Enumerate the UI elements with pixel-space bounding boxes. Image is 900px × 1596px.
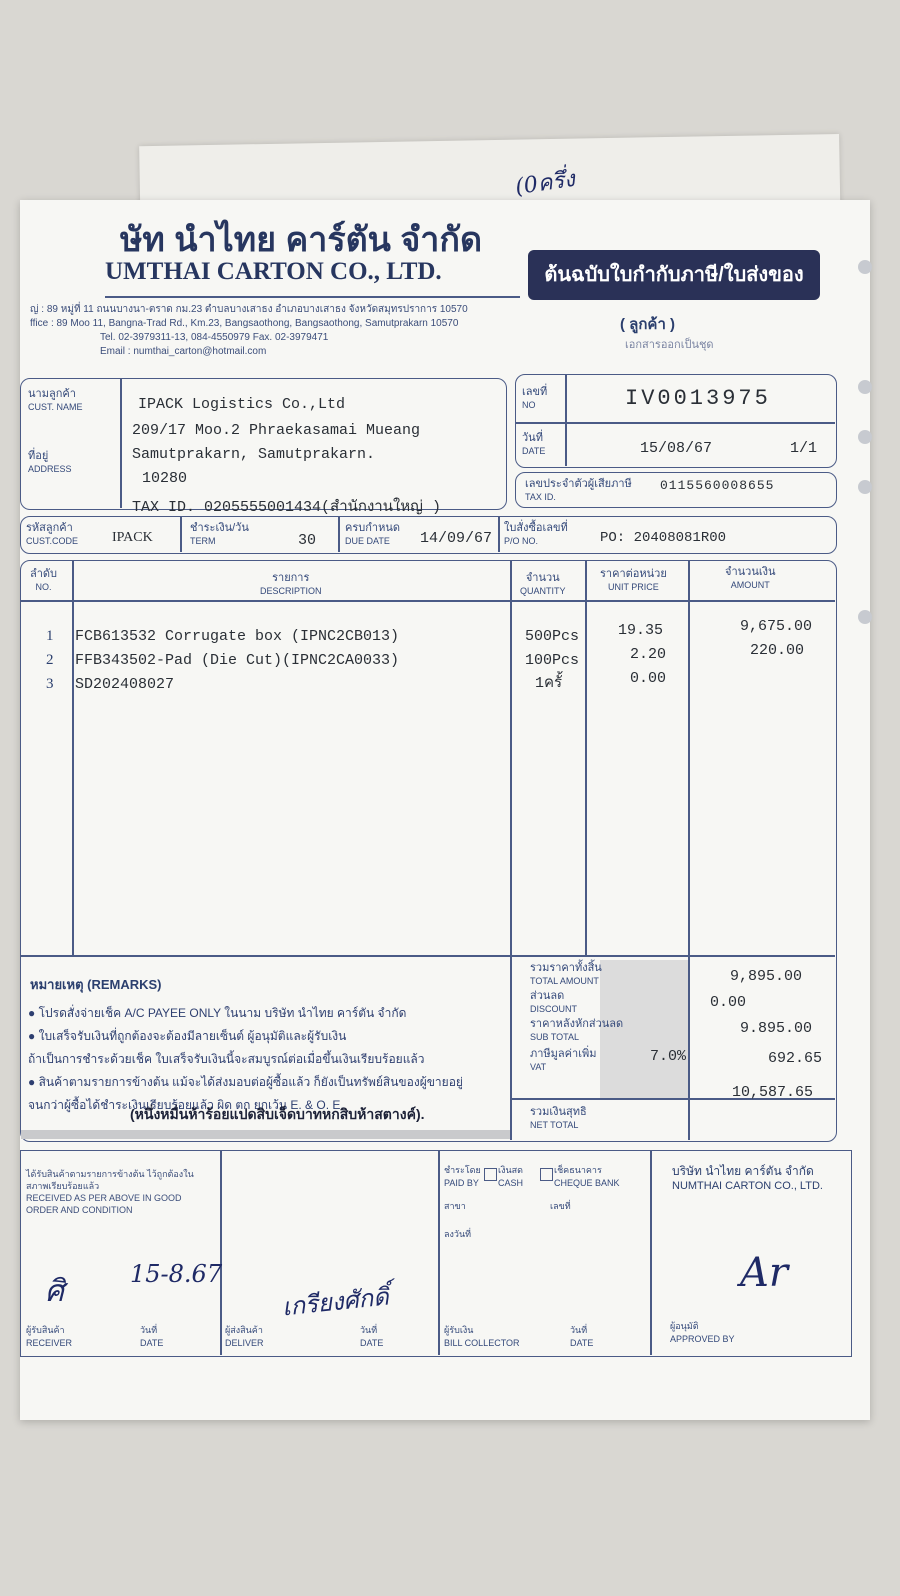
footer-company-thai: บริษัท นำไทย คาร์ตัน จำกัด: [672, 1164, 814, 1178]
set-note: เอกสารออกเป็นชุด: [625, 339, 714, 351]
customer-address-line2: Samutprakarn, Samutprakarn.: [132, 446, 376, 463]
approved-by-label: ผู้อนุมัติ APPROVED BY: [670, 1321, 735, 1344]
row-no: 2: [46, 652, 54, 668]
customer-name: IPACK Logistics Co.,Ltd: [138, 396, 346, 413]
company-name-thai: ษัท นำไทย คาร์ตัน จำกัด: [120, 221, 483, 259]
total-amount: 9,895.00: [730, 968, 803, 985]
header-unit-price: ราคาต่อหน่วย UNIT PRICE: [600, 568, 667, 592]
row-amount: 220.00: [750, 642, 805, 659]
seller-tax-id: 0115560008655: [660, 478, 775, 493]
signature-divider: [438, 1150, 440, 1355]
terms-divider: [338, 516, 340, 552]
header-quantity: จำนวน QUANTITY: [520, 572, 566, 596]
cust-code: IPACK: [112, 530, 153, 545]
row-quantity: 1ครั้: [535, 675, 563, 692]
customer-address-line3: 10280: [142, 470, 188, 487]
customer-address-label: ที่อยู่ ADDRESS: [28, 450, 72, 474]
vat-rate: 7.0%: [650, 1048, 687, 1065]
handwritten-note-top: (0ครึ่ง: [513, 166, 577, 201]
received-statement: ได้รับสินค้าตามรายการข้างต้น ไว้ถูกต้องในสภาพเรียบร้อยแล้ว RECEIVED AS PER ABOVE IN GOOD ORDER AND CONDITION: [26, 1169, 194, 1215]
customer-tax-id: TAX ID. 0205555001434(สำนักงานใหญ่ ): [132, 499, 441, 516]
signature-divider: [650, 1150, 652, 1355]
cheque-date-label: ลงวันที่: [444, 1229, 472, 1239]
punch-hole: [858, 610, 872, 624]
cash-checkbox[interactable]: [484, 1168, 497, 1181]
cheque-label: เช็คธนาคาร CHEQUE BANK: [554, 1165, 620, 1188]
header-no: ลำดับ NO.: [30, 568, 58, 592]
punch-hole: [858, 480, 872, 494]
remark-line: ● สินค้าตามรายการข้างต้น แม้จะได้ส่งมอบต่อผู้ซื้อแล้ว ก็ยังเป็นทรัพย์สินของผู้ขายอยู่: [28, 1075, 463, 1089]
table-col-line: [72, 560, 74, 955]
receiver-label: ผู้รับสินค้า RECEIVER: [26, 1325, 73, 1348]
deliver-date-label: วันที่ DATE: [360, 1325, 384, 1348]
remarks-title: หมายเหตุ (REMARKS): [30, 977, 162, 992]
po-label: ใบสั่งซื้อเลขที่ P/O NO.: [504, 522, 568, 546]
copy-label: ( ลูกค้า ): [620, 316, 676, 333]
punch-hole: [858, 380, 872, 394]
cust-code-label: รหัสลูกค้า CUST.CODE: [26, 522, 79, 546]
discount-amount: 0.00: [710, 994, 747, 1011]
customer-divider: [120, 378, 122, 508]
page-number: 1/1: [790, 440, 818, 457]
punch-hole: [858, 260, 872, 274]
amount-in-words: (หนึ่งหมื่นห้าร้อยแปดสิบเจ็ดบาทหกสิบห้าสตางค์).: [130, 1106, 425, 1122]
remarks-shade: [21, 1130, 510, 1139]
row-description: FCB613532 Corrugate box (IPNC2CB013): [75, 628, 400, 645]
approver-signature: Ar: [740, 1250, 789, 1296]
net-total-amount: 10,587.65: [732, 1084, 814, 1101]
header-divider: [105, 296, 520, 298]
company-address-english: ffice : 89 Moo 11, Bangna-Trad Rd., Km.23, Bangsaothong, Bangsaothong, Samutprakarn 10570: [30, 318, 459, 329]
punch-hole: [858, 430, 872, 444]
total-label: รวมราคาทั้งสิ้น TOTAL AMOUNT: [530, 962, 602, 986]
terms-divider: [498, 516, 500, 552]
row-no: 3: [46, 676, 54, 692]
due-date: 14/09/67: [420, 530, 493, 547]
company-name-english: UMTHAI CARTON CO., LTD.: [105, 258, 442, 285]
invoice-date-label: วันที่ DATE: [522, 432, 546, 456]
table-bottom-line: [20, 955, 835, 957]
invoice-sheet: [20, 200, 870, 1420]
invoice-box-hline: [515, 422, 835, 424]
customer-address-line1: 209/17 Moo.2 Phraekasamai Mueang: [132, 422, 421, 439]
seller-tax-id-label: เลขประจำตัวผู้เสียภาษี TAX ID.: [525, 478, 632, 502]
subtotal-label: ราคาหลังหักส่วนลด SUB TOTAL: [530, 1018, 624, 1042]
invoice-no-label: เลขที่ NO: [522, 386, 548, 410]
row-no: 1: [46, 628, 54, 644]
row-quantity: 100Pcs: [525, 652, 580, 669]
deliver-label: ผู้ส่งสินค้า DELIVER: [225, 1325, 264, 1348]
receive-date-handwritten: 15-8.67: [130, 1260, 223, 1288]
deliver-signature: เกรียงศักดิ์: [280, 1282, 390, 1322]
company-address-thai: ญ่ : 89 หมู่ที่ 11 ถนนบางนา-ตราด กม.23 ตำบลบางเสาธง อำเภอบางเสาธง จังหวัดสมุทรปราการ 10570: [30, 304, 468, 315]
receiver-signature: ศิ: [45, 1274, 65, 1309]
header-description: รายการ DESCRIPTION: [260, 572, 322, 596]
terms-divider: [180, 516, 182, 552]
remark-line: ● โปรดสั่งจ่ายเช็ค A/C PAYEE ONLY ในนาม บริษัท นำไทย คาร์ตัน จำกัด: [28, 1006, 407, 1020]
term-label: ชำระเงิน/วัน TERM: [190, 522, 249, 546]
remark-line: ● ใบเสร็จรับเงินที่ถูกต้องจะต้องมีลายเซ็นต์ ผู้อนุมัติและผู้รับเงิน: [28, 1029, 347, 1043]
remarks-list: [20, 1000, 508, 1119]
table-col-line: [585, 560, 587, 955]
branch-label: สาขา: [444, 1201, 466, 1211]
customer-name-label: นามลูกค้า CUST. NAME: [28, 388, 83, 412]
collector-label: ผู้รับเงิน BILL COLLECTOR: [444, 1325, 520, 1348]
invoice-box-divider: [565, 374, 567, 466]
net-total-label: รวมเงินสุทธิ NET TOTAL: [530, 1106, 587, 1130]
row-amount: 9,675.00: [740, 618, 813, 635]
row-quantity: 500Pcs: [525, 628, 580, 645]
subtotal-amount: 9.895.00: [740, 1020, 813, 1037]
row-description: SD202408027: [75, 676, 175, 693]
cheque-checkbox[interactable]: [540, 1168, 553, 1181]
row-description: FFB343502-Pad (Die Cut)(IPNC2CA0033): [75, 652, 400, 669]
receiver-date-label: วันที่ DATE: [140, 1325, 164, 1348]
paid-by-label: ชำระโดย PAID BY: [444, 1165, 481, 1188]
invoice-number: IV0013975: [625, 386, 771, 411]
invoice-date: 15/08/67: [640, 440, 713, 457]
company-email: Email : numthai_carton@hotmail.com: [100, 346, 267, 357]
row-unit-price: 19.35: [618, 622, 664, 639]
po-number: PO: 20408081R00: [600, 530, 727, 546]
vat-label: ภาษีมูลค่าเพิ่ม VAT: [530, 1048, 597, 1072]
due-date-label: ครบกำหนด DUE DATE: [345, 522, 400, 546]
table-col-line: [688, 560, 690, 1140]
company-phone: Tel. 02-3979311-13, 084-4550979 Fax. 02-3979471: [100, 332, 329, 343]
footer-company-english: NUMTHAI CARTON CO., LTD.: [672, 1180, 823, 1192]
row-unit-price: 0.00: [630, 670, 667, 687]
header-amount: จำนวนเงิน AMOUNT: [725, 566, 776, 590]
term-days: 30: [298, 532, 317, 549]
vat-amount: 692.65: [768, 1050, 823, 1067]
cash-label: เงินสด CASH: [498, 1165, 524, 1188]
discount-label: ส่วนลด DISCOUNT: [530, 990, 577, 1014]
cheque-number-label: เลขที่: [550, 1201, 571, 1211]
signature-divider: [220, 1150, 222, 1355]
collector-date-label: วันที่ DATE: [570, 1325, 594, 1348]
document-title: ต้นฉบับใบกำกับภาษี/ใบส่งของ: [528, 250, 820, 300]
table-col-line: [510, 560, 512, 1140]
row-unit-price: 2.20: [630, 646, 667, 663]
remark-line: ถ้าเป็นการชำระด้วยเช็ค ใบเสร็จรับเงินนี้จะสมบูรณ์ต่อเมื่อขึ้นเงินเรียบร้อยแล้ว: [28, 1052, 425, 1066]
remark-line: จนกว่าผู้ซื้อได้ชำระเงินเรียบร้อยแล้ว ผิด ตก ยกเว้น E. & O. E.: [28, 1098, 344, 1112]
table-header-line: [20, 600, 835, 602]
